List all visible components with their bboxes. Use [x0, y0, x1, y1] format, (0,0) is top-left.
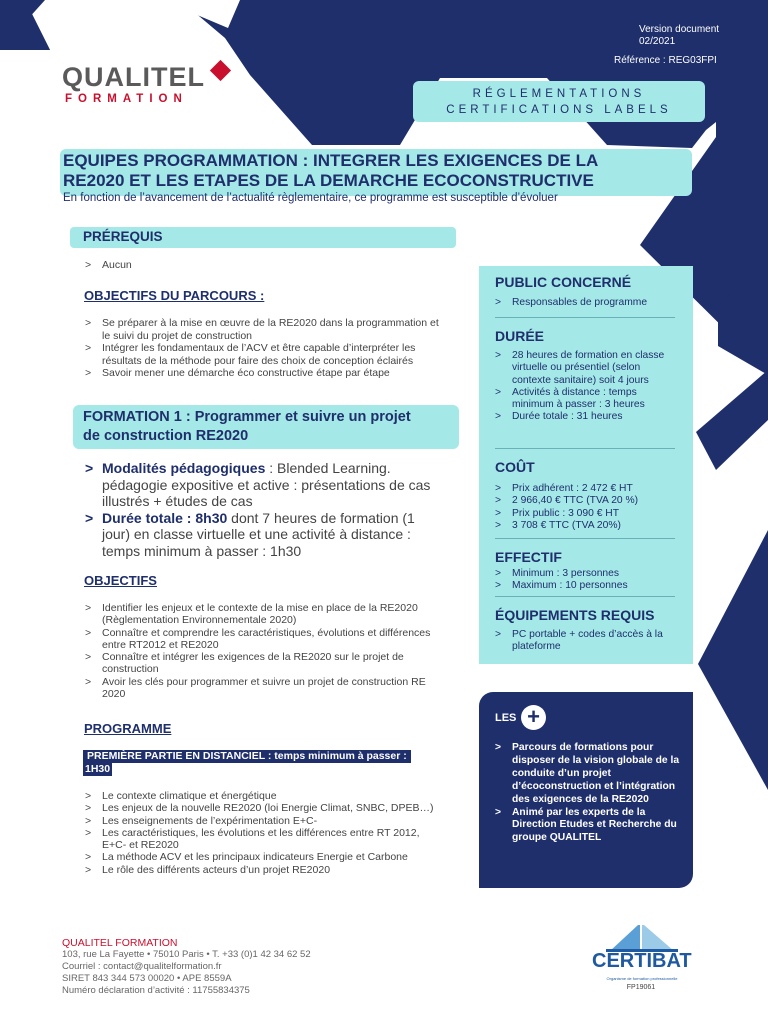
list-item: > Identifier les enjeux et le contexte de la mise en place de la RE2020 (Règlementation Environnementale 2020) [85, 602, 445, 627]
logo-name: QUALITEL [62, 62, 205, 92]
formation-1-title [83, 408, 463, 446]
list-item: > PC portable + codes d’accès à la plateforme [495, 629, 675, 654]
document-reference: Référence : REG03FPI [614, 55, 717, 66]
divider [495, 317, 675, 318]
list-item: > 3 708 € TTC (TVA 20%) [495, 520, 675, 532]
duree-item [85, 510, 445, 560]
prerequis-heading: PRÉREQUIS [83, 229, 163, 244]
duree-label: Durée totale : 8h30 [102, 509, 228, 526]
title-line-1: EQUIPES PROGRAMMATION : INTEGRER LES EXIGENCES DE LA [63, 151, 599, 170]
les-plus-heading: LES [495, 712, 517, 724]
list-item: > Intégrer les fondamentaux de l’ACV et être capable d’interpréter les résultats de la méthode pour faire des choix de conception éclairés [85, 342, 445, 367]
modalites-label: Modalités pédagogiques [102, 460, 266, 476]
list-item: > Se préparer à la mise en œuvre de la RE2020 dans la programmation et le suivi du projet de construction [85, 317, 445, 342]
version-info [639, 24, 719, 48]
list-item: > Aucun [85, 259, 132, 271]
modalites-text: : Blended Learning. pédagogie expositive et active : présentations de cas illustrés + études de cas [102, 460, 431, 509]
duree-heading: DURÉE [495, 328, 545, 344]
cout-list [495, 483, 675, 532]
list-item: > Les enjeux de la nouvelle RE2020 (loi Energie Climat, SNBC, DPEB…) [85, 802, 445, 814]
list-item: > Durée totale : 31 heures [495, 411, 675, 423]
programme-part-label [83, 750, 449, 778]
programme-list [85, 790, 445, 876]
certibat-name: CERTIBAT [592, 950, 692, 972]
modalites-item [85, 460, 445, 510]
footer-siret: SIRET 843 344 573 00020 • APE 8559A [62, 973, 232, 984]
certibat-code: FP19061 [626, 984, 656, 991]
effectif-list [495, 568, 675, 593]
formation-1-title-line-2: de construction RE2020 [83, 428, 249, 444]
list-item: > La méthode ACV et les principaux indicateurs Energie et Carbone [85, 851, 445, 863]
logo-subtitle: FORMATION [65, 93, 188, 105]
list-item: > Savoir mener une démarche éco constructive étape par étape [85, 367, 445, 380]
objectifs-heading: OBJECTIFS [84, 573, 157, 588]
footer-email: Courriel : contact@qualitelformation.fr [62, 961, 222, 972]
footer-address: 103, rue La Fayette • 75010 Paris • T. +33 (0)1 42 34 62 52 [62, 949, 311, 960]
list-item: > Minimum : 3 personnes [495, 568, 675, 580]
info-sidebar [479, 266, 693, 664]
duree-list [495, 350, 675, 424]
page-title [63, 151, 703, 191]
duree-text: dont 7 heures de formation (1 jour) en classe virtuelle et une activité à distance : temps minimum à passer : 1h30 [102, 509, 415, 559]
category-banner [413, 81, 705, 122]
objectifs-parcours-heading: OBJECTIFS DU PARCOURS : [84, 288, 265, 303]
plus-icon: + [521, 705, 546, 730]
banner-line-2: CERTIFICATIONS LABELS [446, 104, 672, 116]
certibat-tagline: Organisme de formation professionnelle [606, 976, 678, 981]
list-item: > Le contexte climatique et énergétique [85, 790, 445, 802]
list-item: > Parcours de formations pour disposer de la vision globale de la conduite d’un projet d’écoconstruction et l’intégration des exigences de la RE2020 [495, 742, 685, 807]
right-side-shape [698, 530, 768, 790]
equipements-list [495, 629, 675, 654]
list-item: > Connaître et comprendre les caractéristiques, évolutions et différences entre RT2012 et RE2020 [85, 627, 445, 652]
footer [62, 937, 311, 997]
objectifs-parcours-list [85, 317, 445, 380]
list-item: > Maximum : 10 personnes [495, 580, 675, 592]
divider [495, 448, 675, 449]
list-item: > Les caractéristiques, les évolutions et les différences entre RT 2012, E+C- et RE2020 [85, 827, 445, 852]
programme-heading: PROGRAMME [84, 721, 172, 736]
formation-1-title-line-1: FORMATION 1 : Programmer et suivre un projet [83, 409, 411, 425]
effectif-heading: EFFECTIF [495, 549, 562, 565]
list-item: > Avoir les clés pour programmer et suivre un projet de construction RE 2020 [85, 676, 445, 701]
equipements-heading: ÉQUIPEMENTS REQUIS [495, 607, 655, 623]
divider [495, 538, 675, 539]
list-item: > Prix public : 3 090 € HT [495, 508, 675, 520]
divider [495, 596, 675, 597]
list-item: > Animé par les experts de la Direction Etudes et Recherche du groupe QUALITEL [495, 807, 685, 846]
list-item: > Les enseignements de l’expérimentation E+C- [85, 815, 445, 827]
list-item: > Responsables de programme [495, 297, 675, 309]
qualitel-formation-logo [62, 62, 205, 105]
les-plus-list [495, 742, 685, 845]
list-item: > Prix adhérent : 2 472 € HT [495, 483, 675, 495]
list-item: > 28 heures de formation en classe virtuelle ou présentiel (selon contexte sanitaire) soit 4 jours [495, 350, 675, 387]
banner-line-1: RÉGLEMENTATIONS [472, 88, 646, 100]
list-item: > Le rôle des différents acteurs d’un projet RE2020 [85, 864, 445, 876]
footer-brand: QUALITEL FORMATION [62, 937, 178, 949]
formation-1-details [85, 460, 445, 559]
programme-part-line-2: 1H30 [85, 763, 111, 775]
list-item: > 2 966,40 € TTC (TVA 20 %) [495, 495, 675, 507]
version-label: Version document [639, 24, 720, 35]
certibat-emblem-icon [592, 923, 690, 953]
list-item: > Connaître et intégrer les exigences de la RE2020 sur le projet de construction [85, 651, 445, 676]
version-date: 02/2021 [639, 36, 676, 47]
page-subtitle: En fonction de l’avancement de l’actualité règlementaire, ce programme est susceptible d’évoluer [63, 192, 558, 204]
title-line-2: RE2020 ET LES ETAPES DE LA DEMARCHE ECOCONSTRUCTIVE [63, 171, 594, 190]
programme-part-line-1: PREMIÈRE PARTIE EN DISTANCIEL : temps minimum à passer : [83, 750, 411, 763]
list-item: > Activités à distance : temps minimum à passer : 3 heures [495, 387, 675, 412]
objectifs-list [85, 602, 445, 700]
cout-heading: COÛT [495, 459, 535, 475]
certibat-logo [592, 923, 690, 993]
public-list [495, 297, 675, 309]
prerequis-list [85, 259, 132, 271]
footer-declaration: Numéro déclaration d’activité : 11755834375 [62, 985, 250, 996]
public-heading: PUBLIC CONCERNÉ [495, 274, 632, 290]
les-plus-box [479, 692, 693, 888]
